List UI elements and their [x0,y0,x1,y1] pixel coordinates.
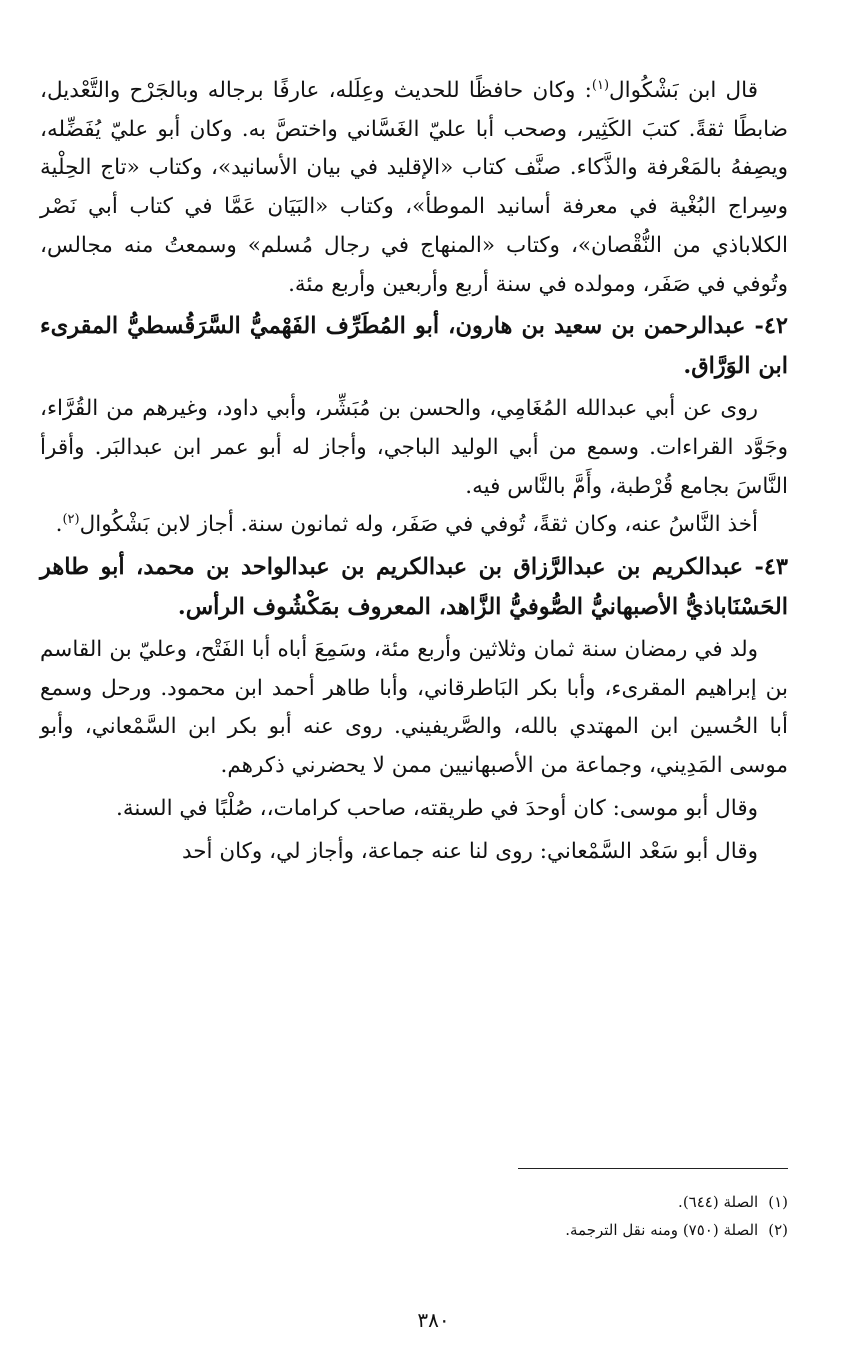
paragraph-text: قال ابن بَشْكُوال [609,78,758,103]
entry-title: عبدالرحمن بن سعيد بن هارون، أبو المُطَرِّف الفَهْميُّ السَّرَقُسطيُّ المقرىء ابن الوَرَّاق. [40,313,788,380]
entry-title: عبدالكريم بن عبدالرَّزاق بن عبدالكريم بن عبدالواحد بن محمد، أبو طاهر الحَسْنَاباذيُّ الأصبهانيُّ الصُّوفيُّ الزَّاهد، المعروف بمَكْشُوف الرأس. [40,554,788,621]
paragraph-text: : وكان حافظًا للحديث وعِلَله، عارفًا برجاله وبالجَرْح والتَّعْديل، ضابطًا ثقةً. كتبَ الكَثِير، وصحب أبا عليّ الغَسَّاني واختصَّ به. وكان أبو عليّ يُفَضِّله، ويصِفهُ بالمَعْرفة والذَّكاء. صنَّف كتاب «الإقليد في بيان الأسانيد»، وكتاب «تاج الحِلْية وسِراج البُغْية في معرفة أسانيد الموطأ»، وكتاب «البَيَان عَمَّا في كتاب أبي نَصْر الكلاباذي من النُّقْصان»، وكتاب «المنهاج في رجال مُسلم» وسمعتُ منه مجالس، وتُوفي في صَفَر، ومولده في سنة أربع وأربعين وأربع مئة. [40,78,788,297]
paragraph-samani-quote: وقال أبو سَعْد السَّمْعاني: روى لنا عنه جماعة، وأجاز لي، وكان أحد [181,838,758,864]
footnote-item [40,1216,788,1244]
entry-number: ٤٣- [754,554,788,581]
footnote-divider [518,1168,788,1169]
entry-heading-42 [40,306,788,386]
footnote-marker: (٢) [768,1221,788,1239]
footnote-item [40,1188,788,1216]
page-number: ٣٨٠ [417,1308,450,1332]
entry-number: ٤٢- [754,313,788,340]
paragraph-text: أخذ النَّاسُ عنه، وكان ثقةً، تُوفي في صَفَر، وله ثمانون سنة. أجاز لابن بَشْكُوال [79,512,758,538]
paragraph-abu-musa-quote: وقال أبو موسى: كان أوحدَ في طريقته، صاحب كرامات،، صُلْبًا في السنة. [116,795,758,821]
footnote-text: الصلة (٧٥٠) ومنه نقل الترجمة. [565,1221,759,1239]
paragraph-ibn-bashkuwal-quote [40,72,788,304]
paragraph-entry-42-narration: روى عن أبي عبدالله المُغَامِي، والحسن بن مُبَشِّر، وأبي داود، وغيرهم من القُرَّاء، وجَوَّد القراءات. وسمع من أبي الوليد الباجي، وأجاز له أبو عمر ابن عبدالبَر. وأقرأ النَّاسَ بجامع قُرْطبة، وأَمَّ بالنَّاس فيه. [40,396,788,499]
paragraph-entry-42-death [40,506,788,545]
footnote-marker: (١) [768,1193,788,1211]
footnote-ref-1: (١) [591,77,610,93]
footnote-list [40,1188,788,1244]
page-body [40,72,788,871]
footnote-text: الصلة (٦٤٤). [678,1193,759,1211]
entry-heading-43 [40,547,788,627]
paragraph-entry-43-birth: ولد في رمضان سنة ثمان وثلاثين وأربع مئة، وسَمِعَ أباه أبا الفَتْح، وعليّ بن القاسم بن إبراهيم المقرىء، وأبا بكر البَاطرقاني، وأبا طاهر أحمد ابن محمود. ورحل وسمع أبا الحُسين ابن المهتدي بالله، والصَّريفيني. روى عنه أبو بكر ابن السَّمْعاني، وأبو موسى المَدِيني، وجماعة من الأصبهانيين ممن لا يحضرني ذكرهم. [40,637,788,779]
footnote-ref-2: (٢) [62,512,80,528]
paragraph-text: . [55,512,63,538]
